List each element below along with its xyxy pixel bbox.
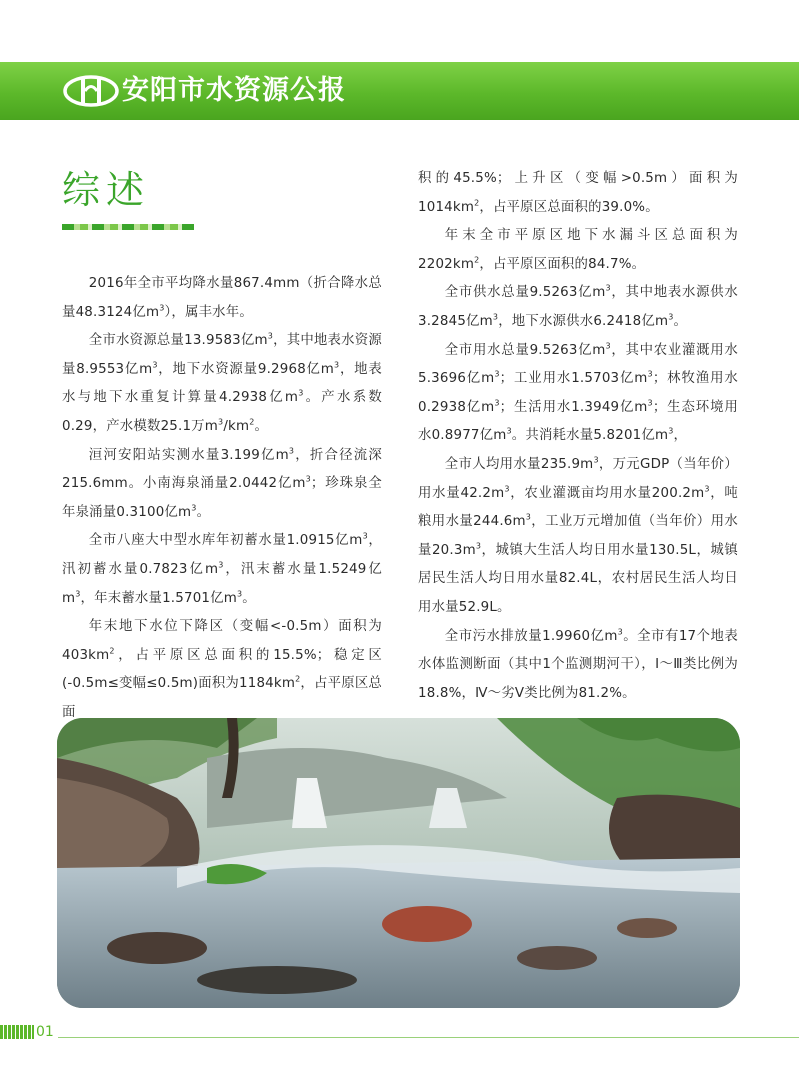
section-title: 综述	[62, 168, 151, 212]
page-number-decoration	[0, 1025, 34, 1039]
paragraph-groundwater-level: 年末地下水位下降区（变幅<-0.5m）面积为$403km^2$，占平原区总面积的15.5%；稳定区(-0.5m≤变幅≤0.5m)面积为$1184km^2$，占平原区总面	[62, 619, 383, 720]
paragraph-water-use-indicators: 全市人均用水量$235.9m^3$，万元GDP（当年价）用水量$42.2m^3$，农业灌溉亩均用水量$200.2m^3$，吨粮用水量$244.6m^3$，工业万元增加值（当年价）用水量$20.3m^3$，城镇大生活人均日用水量130.5L，城镇居民生活人均日用水量82.4L，农村居民生活人均日用水量52.9L。	[418, 455, 739, 615]
mountain-stream-photo	[57, 718, 740, 1008]
title-underline-decoration	[62, 224, 194, 230]
paragraph-water-supply: 全市供水总量9.5263亿$m^3$，其中地表水源供水3.2845亿$m^3$，地下水源供水6.2418亿$m^3$。	[418, 283, 738, 329]
paragraph-funnel-area: 年末全市平原区地下水漏斗区总面积为$2202km^2$，占平原区面积的84.7%。	[418, 228, 738, 272]
paragraph-groundwater-level-continued: 积的45.5%；上升区（变幅>0.5m）面积为$1014km^2$，占平原区总面积的39.0%。	[418, 171, 738, 215]
paragraph-precipitation: 2016年全市平均降水量867.4mm（折合降水总量48.3124亿$m^3$），属丰水年。	[62, 276, 382, 320]
footer-rule	[58, 1037, 799, 1038]
publication-title: 安阳市水资源公报	[122, 75, 346, 106]
paragraph-water-resources: 全市水资源总量13.9583亿$m^3$，其中地表水资源量8.9553亿$m^3$，地下水资源量9.2968亿$m^3$，地表水与地下水重复计算量4.2938亿$m^3$。产水系数0.29，产水模数25.1万$m^3/km^2$。	[62, 331, 383, 434]
water-resources-logo-icon	[62, 74, 120, 108]
header-band	[0, 62, 799, 120]
text-column-left	[62, 270, 382, 728]
paragraph-river-runoff: 洹河安阳站实测水量3.199亿$m^3$，折合径流深215.6mm。小南海泉涌量2.0442亿$m^3$；珍珠泉全年泉涌量0.3100亿$m^3$。	[62, 446, 383, 520]
page-number: 01	[36, 1024, 54, 1040]
paragraph-water-use: 全市用水总量9.5263亿$m^3$，其中农业灌溉用水5.3696亿$m^3$；工业用水1.5703亿$m^3$；林牧渔用水0.2938亿$m^3$；生活用水1.3949亿$m^3$；生态环境用水0.8977亿$m^3$。共消耗水量5.8201亿$m^3$，	[418, 341, 739, 444]
paragraph-reservoir-storage: 全市八座大中型水库年初蓄水量1.0915亿$m^3$，汛初蓄水量0.7823亿$m^3$，汛末蓄水量1.5249亿$m^3$，年末蓄水量1.5701亿$m^3$。	[62, 531, 382, 606]
paragraph-sewage-water-quality: 全市污水排放量1.9960亿$m^3$。全市有17个地表水体监测断面（其中1个监测期河干），Ⅰ～Ⅲ类比例为18.8%，Ⅳ～劣Ⅴ类比例为81.2%。	[418, 627, 738, 701]
text-column-right	[418, 165, 738, 708]
stream-landscape-illustration	[57, 718, 740, 1008]
